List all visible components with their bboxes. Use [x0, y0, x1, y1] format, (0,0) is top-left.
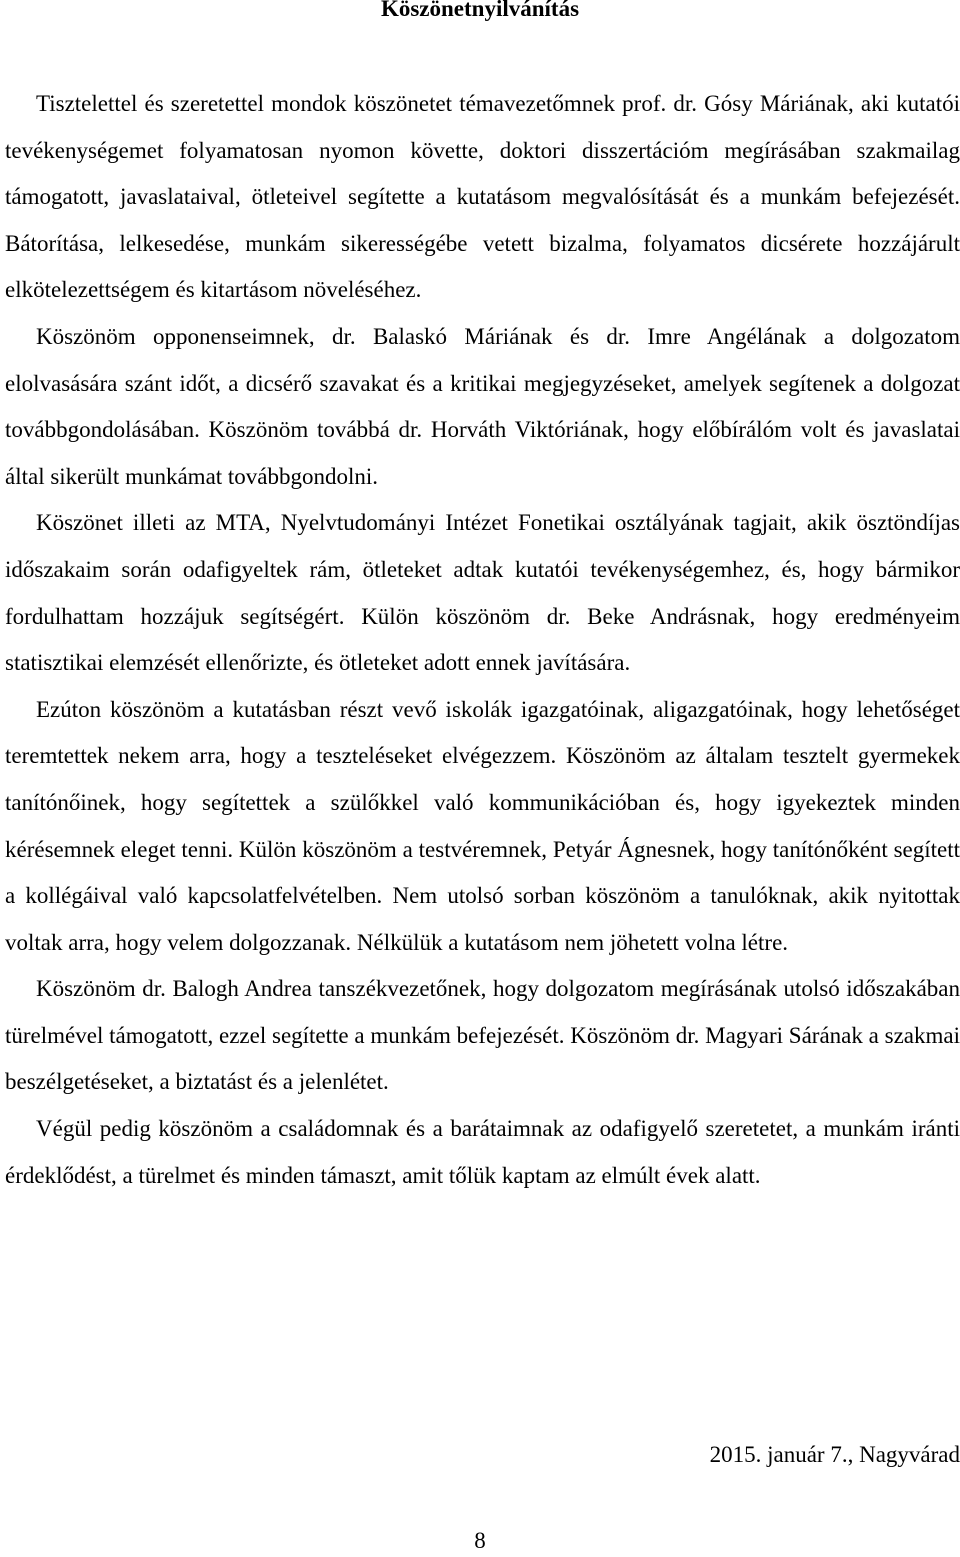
page-title: Köszönetnyilvánítás [380, 0, 580, 21]
paragraph-opponents: Köszönöm opponenseimnek, dr. Balaskó Máriának és dr. Imre Angélának a dolgozatom elolvasására szánt időt, a dicsérő szavakat és a kritikai megjegyzéseket, amelyek segítenek a dolgozat továbbgondolásában. Köszönöm továbbá dr. Horváth Viktóriának, hogy előbírálóm volt és javaslatai által sikerült munkámat továbbgondolni. [5, 323, 960, 489]
page-number: 8 [474, 1528, 486, 1553]
paragraph-schools: Ezúton köszönöm a kutatásban részt vevő iskolák igazgatóinak, aligazgatóinak, hogy lehetőséget teremtettek nekem arra, hogy a teszteléseket elvégezzem. Köszönöm az általam tesztelt gyermekek tanítónőinek, hogy segítettek a szülőkkel való kommunikációban és, hogy igyekeztek minden kérésemnek eleget tenni. Külön köszönöm a testvéremnek, Petyár Ágnesnek, hogy tanítónőként segített a kollégáival való kapcsolatfelvételben. Nem utolsó sorban köszönöm a tanulóknak, akik nyitottak voltak arra, hogy velem dolgozzanak. Nélkülük a kutatásom nem jöhetett volna létre. [5, 696, 960, 955]
place-date: 2015. január 7., Nagyvárad [709, 1442, 960, 1467]
paragraph-mta: Köszönet illeti az MTA, Nyelvtudományi Intézet Fonetikai osztályának tagjait, akik ösztöndíjas időszakaim során odafigyeltek rám, ötleteket adtak kutatói tevékenységemhez, és, hogy bármikor fordulhattam hozzájuk segítségért. Külön köszönöm dr. Beke Andrásnak, hogy eredményeim statisztikai elemzését ellenőrizte, és ötleteket adott ennek javítására. [5, 510, 960, 676]
body-text [5, 81, 960, 1199]
paragraph-department: Köszönöm dr. Balogh Andrea tanszékvezetőnek, hogy dolgozatom megírásának utolsó időszakában türelmével támogatott, ezzel segítette a munkám befejezését. Köszönöm dr. Magyari Sárának a szakmai beszélgetéseket, a biztatást és a jelenlétet. [5, 976, 960, 1095]
paragraph-supervisor: Tisztelettel és szeretettel mondok köszönetet témavezetőmnek prof. dr. Gósy Máriának, aki kutatói tevékenységemet folyamatosan nyomon követte, doktori disszertációm megírásában szakmailag támogatott, javaslataival, ötleteivel segítette a kutatásom megvalósítását és a munkám befejezését. Bátorítása, lelkesedése, munkám sikerességébe vetett bizalma, folyamatos dicsérete hozzájárult elkötelezettségem és kitartásom növeléséhez. [5, 91, 960, 303]
paragraph-family: Végül pedig köszönöm a családomnak és a barátaimnak az odafigyelő szeretetet, a munkám iránti érdeklődést, a türelmet és minden támaszt, amit tőlük kaptam az elmúlt évek alatt. [5, 1116, 960, 1188]
